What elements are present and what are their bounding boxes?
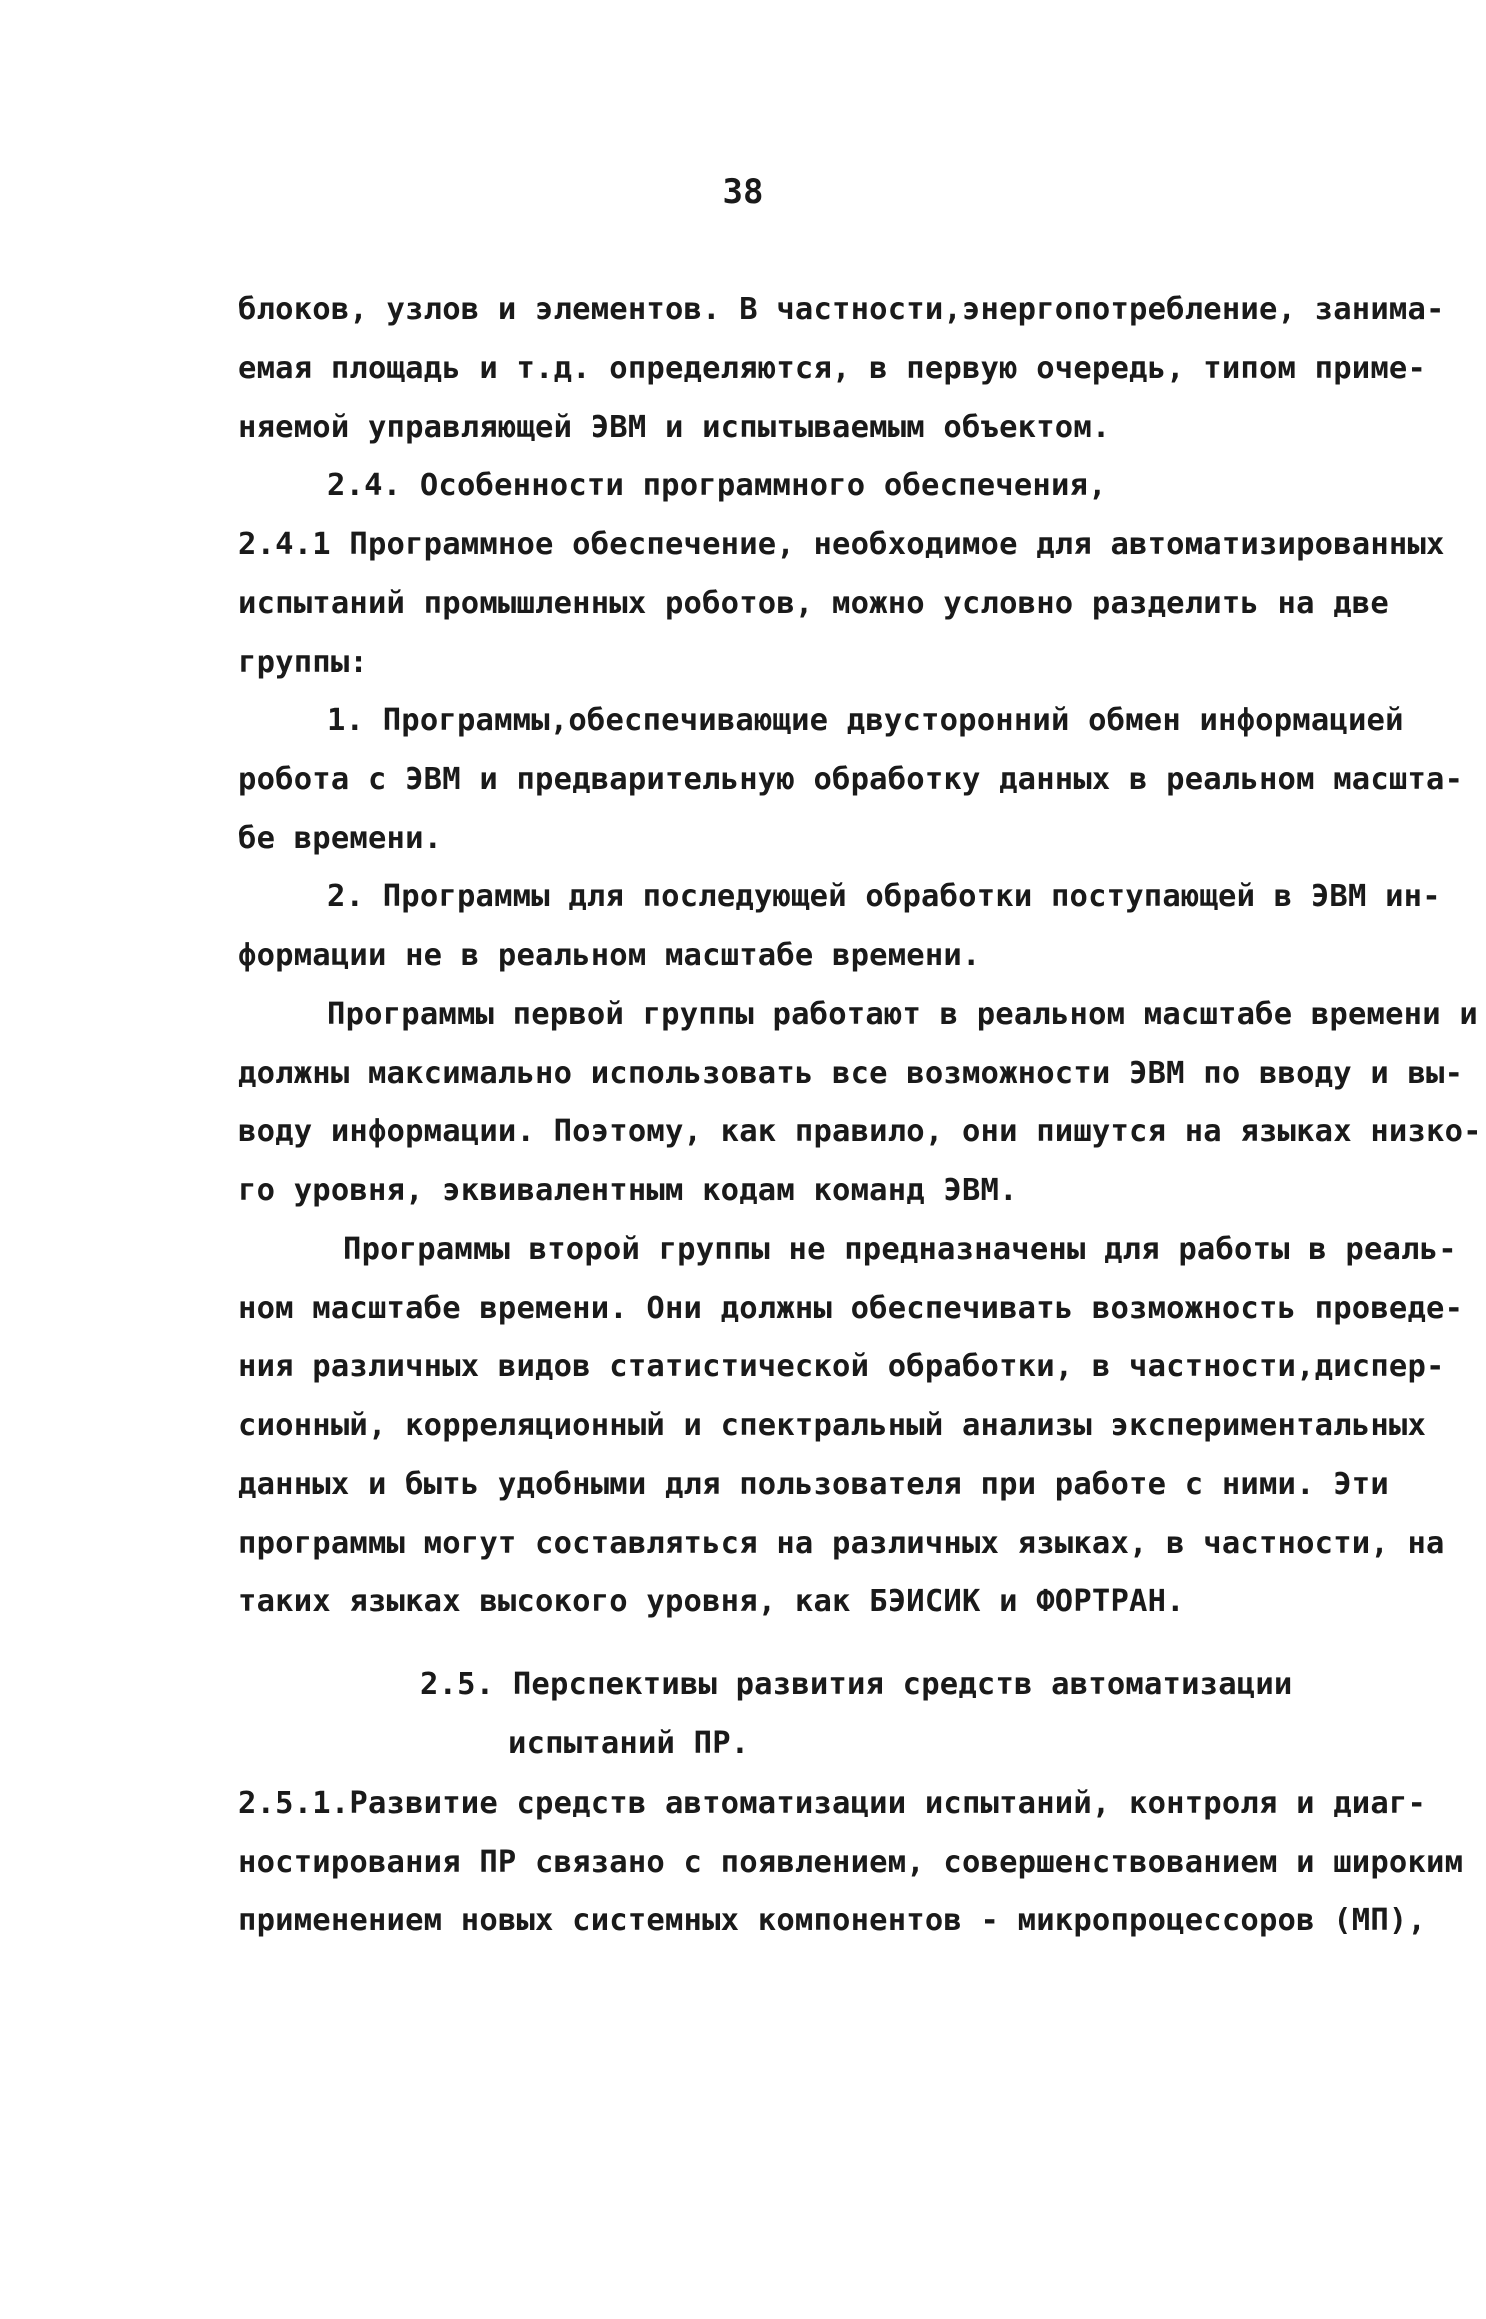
- text-line: Программы первой группы работают в реальном масштабе времени и: [327, 997, 1478, 1032]
- text-line: сионный, корреляционный и спектральный анализы экспериментальных: [238, 1408, 1427, 1443]
- text-line: должны максимально использовать все возможности ЭВМ по вводу и вы-: [238, 1056, 1464, 1091]
- section-heading: 2.4. Особенности программного обеспечения,: [327, 468, 1107, 503]
- text-line: ном масштабе времени. Они должны обеспечивать возможность проведе-: [238, 1291, 1464, 1326]
- text-line: программы могут составляться на различных языках, в частности, на: [238, 1526, 1445, 1561]
- text-line: ностирования ПР связано с появлением, совершенствованием и широким: [238, 1845, 1464, 1880]
- text-line: группы:: [238, 645, 368, 680]
- section-heading: испытаний ПР.: [508, 1726, 750, 1761]
- list-item: 1. Программы,обеспечивающие двусторонний обмен информацией: [327, 703, 1404, 738]
- text-line: воду информации. Поэтому, как правило, они пишутся на языках низко-: [238, 1114, 1482, 1149]
- section-heading: 2.5. Перспективы развития средств автоматизации: [420, 1667, 1293, 1702]
- text-line: бе времени.: [238, 821, 443, 856]
- text-line: формации не в реальном масштабе времени.: [238, 938, 981, 973]
- list-item: 2. Программы для последующей обработки поступающей в ЭВМ ин-: [327, 879, 1441, 914]
- text-line: го уровня, эквивалентным кодам команд ЭВМ.: [238, 1173, 1018, 1208]
- text-line: 2.5.1.Развитие средств автоматизации испытаний, контроля и диаг-: [238, 1786, 1427, 1821]
- text-line: таких языках высокого уровня, как БЭИСИК и ФОРТРАН.: [238, 1584, 1185, 1619]
- page-number: 38: [722, 172, 764, 212]
- text-line: 2.4.1 Программное обеспечение, необходимое для автоматизированных: [238, 527, 1445, 562]
- text-line: испытаний промышленных роботов, можно условно разделить на две: [238, 586, 1389, 621]
- text-line: няемой управляющей ЭВМ и испытываемым объектом.: [238, 410, 1111, 445]
- text-line: емая площадь и т.д. определяются, в первую очередь, типом приме-: [238, 351, 1427, 386]
- text-line: Программы второй группы не предназначены для работы в реаль-: [343, 1232, 1457, 1267]
- text-line: робота с ЭВМ и предварительную обработку данных в реальном масшта-: [238, 762, 1464, 797]
- text-line: данных и быть удобными для пользователя при работе с ними. Эти: [238, 1467, 1389, 1502]
- text-line: блоков, узлов и элементов. В частности,энергопотребление, занима-: [238, 292, 1445, 327]
- text-line: применением новых системных компонентов - микропроцессоров (МП),: [238, 1903, 1427, 1938]
- text-line: ния различных видов статистической обработки, в частности,диспер-: [238, 1349, 1445, 1384]
